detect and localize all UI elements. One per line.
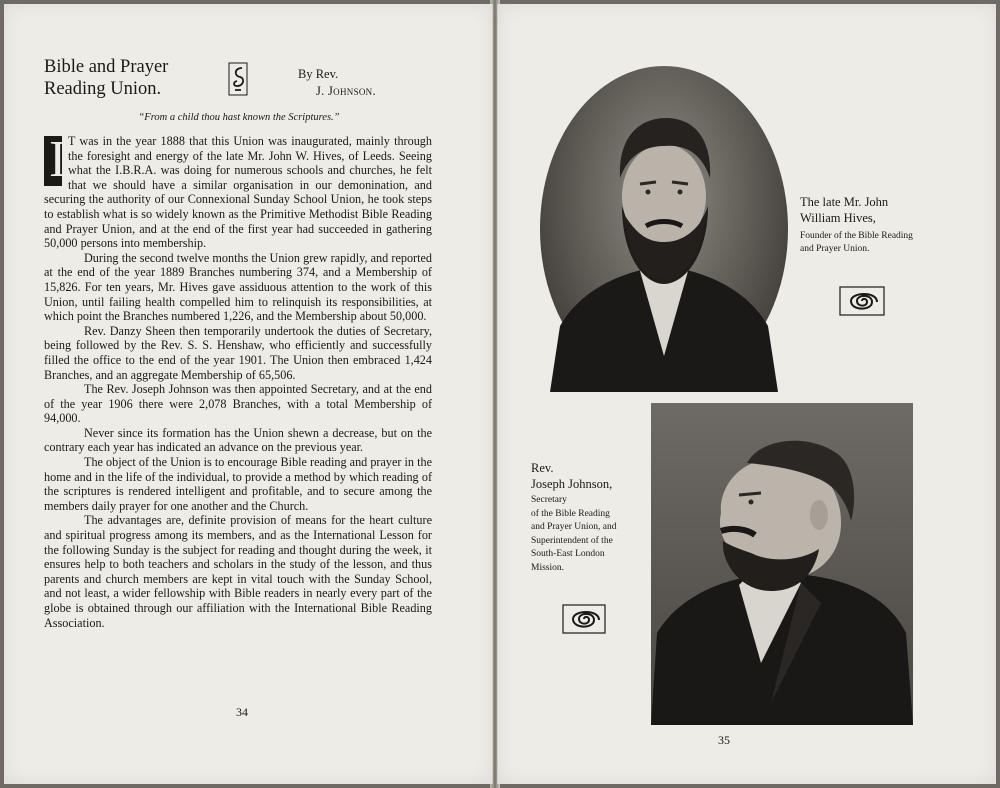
- article-title: [44, 56, 244, 100]
- caption-johnson-role-3: and Prayer Union, and: [531, 522, 617, 533]
- portrait-joseph-johnson: [651, 403, 913, 725]
- paragraph-2: During the second twelve months the Union grew rapidly, and reported at the end of the year 1889 Branches numbering 374, and a Membership of 15,826. For ten years, Mr. Hives gave assiduous attention to the work of this Union, until failing health compelled him to relinquish its responsibilities, at which point the Branches numbered 1,226, and the Membership about 50,000.: [44, 250, 432, 324]
- caption-johnson-role-6: Mission.: [531, 562, 564, 573]
- caption-hives-role-1: Founder of the Bible Reading: [800, 231, 913, 241]
- title-line-1: Bible and Prayer: [44, 57, 169, 77]
- paragraph-3: Rev. Danzy Sheen then temporarily undertook the duties of Secretary, being followed by the Rev. S. S. Henshaw, who efficiently and successfully filled the office to the end of the year 1901. The Union then embraced 1,424 Branches, and an aggregate Membership of 65,506.: [44, 323, 432, 382]
- portrait-john-william-hives: [540, 66, 788, 392]
- portrait-hives-drawing: [540, 66, 788, 392]
- caption-hives-role: [800, 230, 970, 256]
- paragraph-5: Never since its formation has the Union shewn a decrease, but on the contrary each year has indicated an advance on the previous year.: [44, 425, 432, 455]
- caption-johnson: [531, 460, 646, 576]
- caption-johnson-role-5: South-East London: [531, 549, 605, 560]
- page-number-left: 34: [236, 705, 248, 719]
- ornament-icon: [228, 62, 248, 96]
- byline-author: J. Johnson.: [316, 84, 376, 98]
- paragraph-1: [44, 131, 432, 251]
- epigraph: “From a child thou hast known the Scriptures.”: [138, 112, 340, 123]
- caption-hives-name-1: The late Mr. John: [800, 195, 889, 209]
- page-number-right: 35: [718, 733, 730, 747]
- article-body: [44, 131, 432, 630]
- drop-cap: I: [44, 136, 62, 186]
- paragraph-1-text: T was in the year 1888 that this Union was inaugurated, mainly through the foresight and energy of the late Mr. John W. Hives, of Leeds. Seeing what the I.B.R.A. was doing for numerous schools and churches, he felt that we should have a similar organisation in our demonination, and securing the authority of our Connexional Sunday School Union, he took steps to establish what is so widely known as the Primitive Methodist Bible Reading and Prayer Union, and at the end of the first year had succeeded in gathering 50,000 persons into membership.: [44, 134, 432, 251]
- caption-johnson-name-1: Rev.: [531, 461, 554, 475]
- portrait-johnson-drawing: [651, 403, 913, 725]
- spiral-ornament-icon: [839, 286, 885, 316]
- caption-johnson-name-2: Joseph Johnson,: [531, 477, 613, 491]
- caption-johnson-role-2: of the Bible Reading: [531, 508, 610, 519]
- paragraph-6: The object of the Union is to encourage Bible reading and prayer in the home and in the life of the individual, to provide a method by which reading of the scriptures is rendered intelligent and profitable, and to secure among the members daily prayer for one another and the Church.: [44, 455, 432, 513]
- spiral-ornament-icon: [562, 604, 606, 634]
- caption-johnson-role-4: Superintendent of the: [531, 535, 613, 546]
- title-line-2: Reading Union.: [44, 79, 162, 99]
- paragraph-4: The Rev. Joseph Johnson was then appointed Secretary, and at the end of the year 1906 there were 2,078 Branches, with a total Membership of 94,000.: [44, 382, 432, 426]
- caption-hives-role-2: and Prayer Union.: [800, 244, 870, 254]
- byline-by: By Rev.: [298, 67, 339, 81]
- caption-hives-name-2: William Hives,: [800, 211, 876, 225]
- caption-johnson-role: [531, 494, 646, 576]
- byline: [298, 66, 438, 100]
- paragraph-7: The advantages are, definite provision of means for the heart culture and spiritual progress among its members, and as the International Lesson for the following Sunday is the subject for reading and thought during the week, it ensures help to both teachers and scholars in the study of the lesson, and thus parents and church members are kept in vital touch with the Sunday School, and not least, a wider fellowship with Bible readers in nearly every part of the globe is obtained through our affiliation with the International Bible Reading Association.: [44, 513, 432, 630]
- caption-hives: [800, 194, 970, 256]
- caption-johnson-role-1: Secretary: [531, 495, 567, 505]
